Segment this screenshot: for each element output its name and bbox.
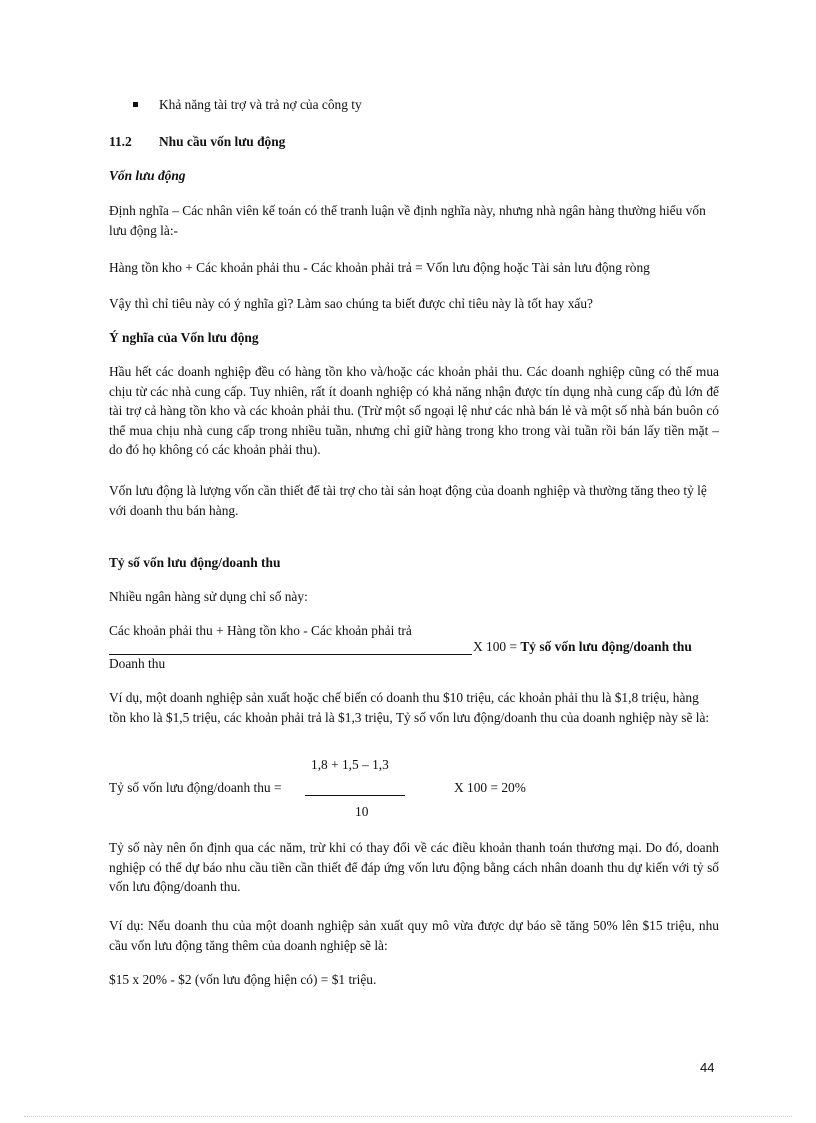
ratio-times: X 100 =: [473, 639, 521, 654]
capital-paragraph: Vốn lưu động là lượng vốn cần thiết để tài trợ cho tài sản hoạt động của doanh nghiệp và thường tăng theo tỷ lệ với doanh thu bán hàng.: [109, 483, 707, 518]
calc-label: Tỷ số vốn lưu động/doanh thu =: [109, 780, 282, 795]
working-capital-formula: Hàng tồn kho + Các khoản phải thu - Các khoản phải trả = Vốn lưu động hoặc Tài sản lưu động ròng: [109, 260, 650, 275]
bullet-marker: [133, 102, 138, 107]
meaning-heading: Ý nghĩa của Vốn lưu động: [109, 330, 259, 345]
section-number: 11.2: [109, 134, 132, 149]
calc-numerator: 1,8 + 1,5 – 1,3: [311, 757, 389, 772]
calc-denominator: 10: [355, 804, 369, 819]
example1-paragraph: Ví dụ, một doanh nghiệp sản xuất hoặc chế biến có doanh thu $10 triệu, các khoản phải thu là $1,8 triệu, hàng tồn kho là $1,5 triệu, các khoản phải trả là $1,3 triệu, Tỷ số vốn lưu động/doanh thu của doanh nghiệp này sẽ là:: [109, 690, 710, 725]
subheading-von-luu-dong: Vốn lưu động: [109, 168, 186, 183]
bullet-item-text: Khả năng tài trợ và trả nợ của công ty: [159, 97, 362, 112]
question-paragraph: Vậy thì chỉ tiêu này có ý nghĩa gì? Làm sao chúng ta biết được chỉ tiêu này là tốt hay xấu?: [109, 296, 593, 311]
example2-result: $15 x 20% - $2 (vốn lưu động hiện có) = $1 triệu.: [109, 972, 377, 987]
page-number: 44: [700, 1060, 715, 1075]
ratio-result-label: Tỷ số vốn lưu động/doanh thu: [520, 639, 692, 654]
meaning-paragraph: Hầu hết các doanh nghiệp đều có hàng tồn kho và/hoặc các khoản phải thu. Các doanh nghiệp cũng có thể mua chịu từ các nhà cung cấp. Tuy nhiên, rất ít doanh nghiệp có khả năng nhận được tín dụng nhà cung cấp đủ lớn để tài trợ cả hàng tồn kho và các khoản phải thu. (Trừ một số ngoại lệ như các nhà bán lẻ và một số nhà bán buôn có thể mua chịu nhà cung cấp trong nhiều tuần, nhưng chỉ giữ hàng trong kho trong vài tuần rồi bán lấy tiền mặt – do đó họ không có các khoản phải thu).: [109, 364, 719, 457]
ratio-numerator: Các khoản phải thu + Hàng tồn kho - Các khoản phải trả: [109, 623, 412, 638]
section-title: Nhu cầu vốn lưu động: [159, 134, 286, 149]
calc-times: X 100 = 20%: [454, 780, 526, 795]
page-bottom-border: [24, 1116, 792, 1117]
ratio-intro: Nhiều ngân hàng sử dụng chỉ số này:: [109, 589, 308, 604]
stability-paragraph: Tỷ số này nên ổn định qua các năm, trừ khi có thay đổi về các điều khoản thanh toán thương mại. Do đó, doanh nghiệp có thể dự báo nhu cầu tiền cần thiết để đáp ứng vốn lưu động bằng cách nhân doanh thu dự kiến với tỷ số vốn lưu động/doanh thu.: [109, 840, 719, 894]
calc-fraction-line: [305, 795, 405, 796]
definition-paragraph: Định nghĩa – Các nhân viên kế toán có thể tranh luận về định nghĩa này, nhưng nhà ngân hàng thường hiểu vốn lưu động là:-: [109, 203, 706, 238]
ratio-denominator: Doanh thu: [109, 656, 166, 671]
example2-paragraph: Ví dụ: Nếu doanh thu của một doanh nghiệp sản xuất quy mô vừa được dự báo sẽ tăng 50% lên $15 triệu, nhu cầu vốn lưu động tăng thêm của doanh nghiệp sẽ là:: [109, 918, 719, 953]
ratio-heading: Tỷ số vốn lưu động/doanh thu: [109, 555, 281, 570]
ratio-result: [473, 637, 692, 657]
